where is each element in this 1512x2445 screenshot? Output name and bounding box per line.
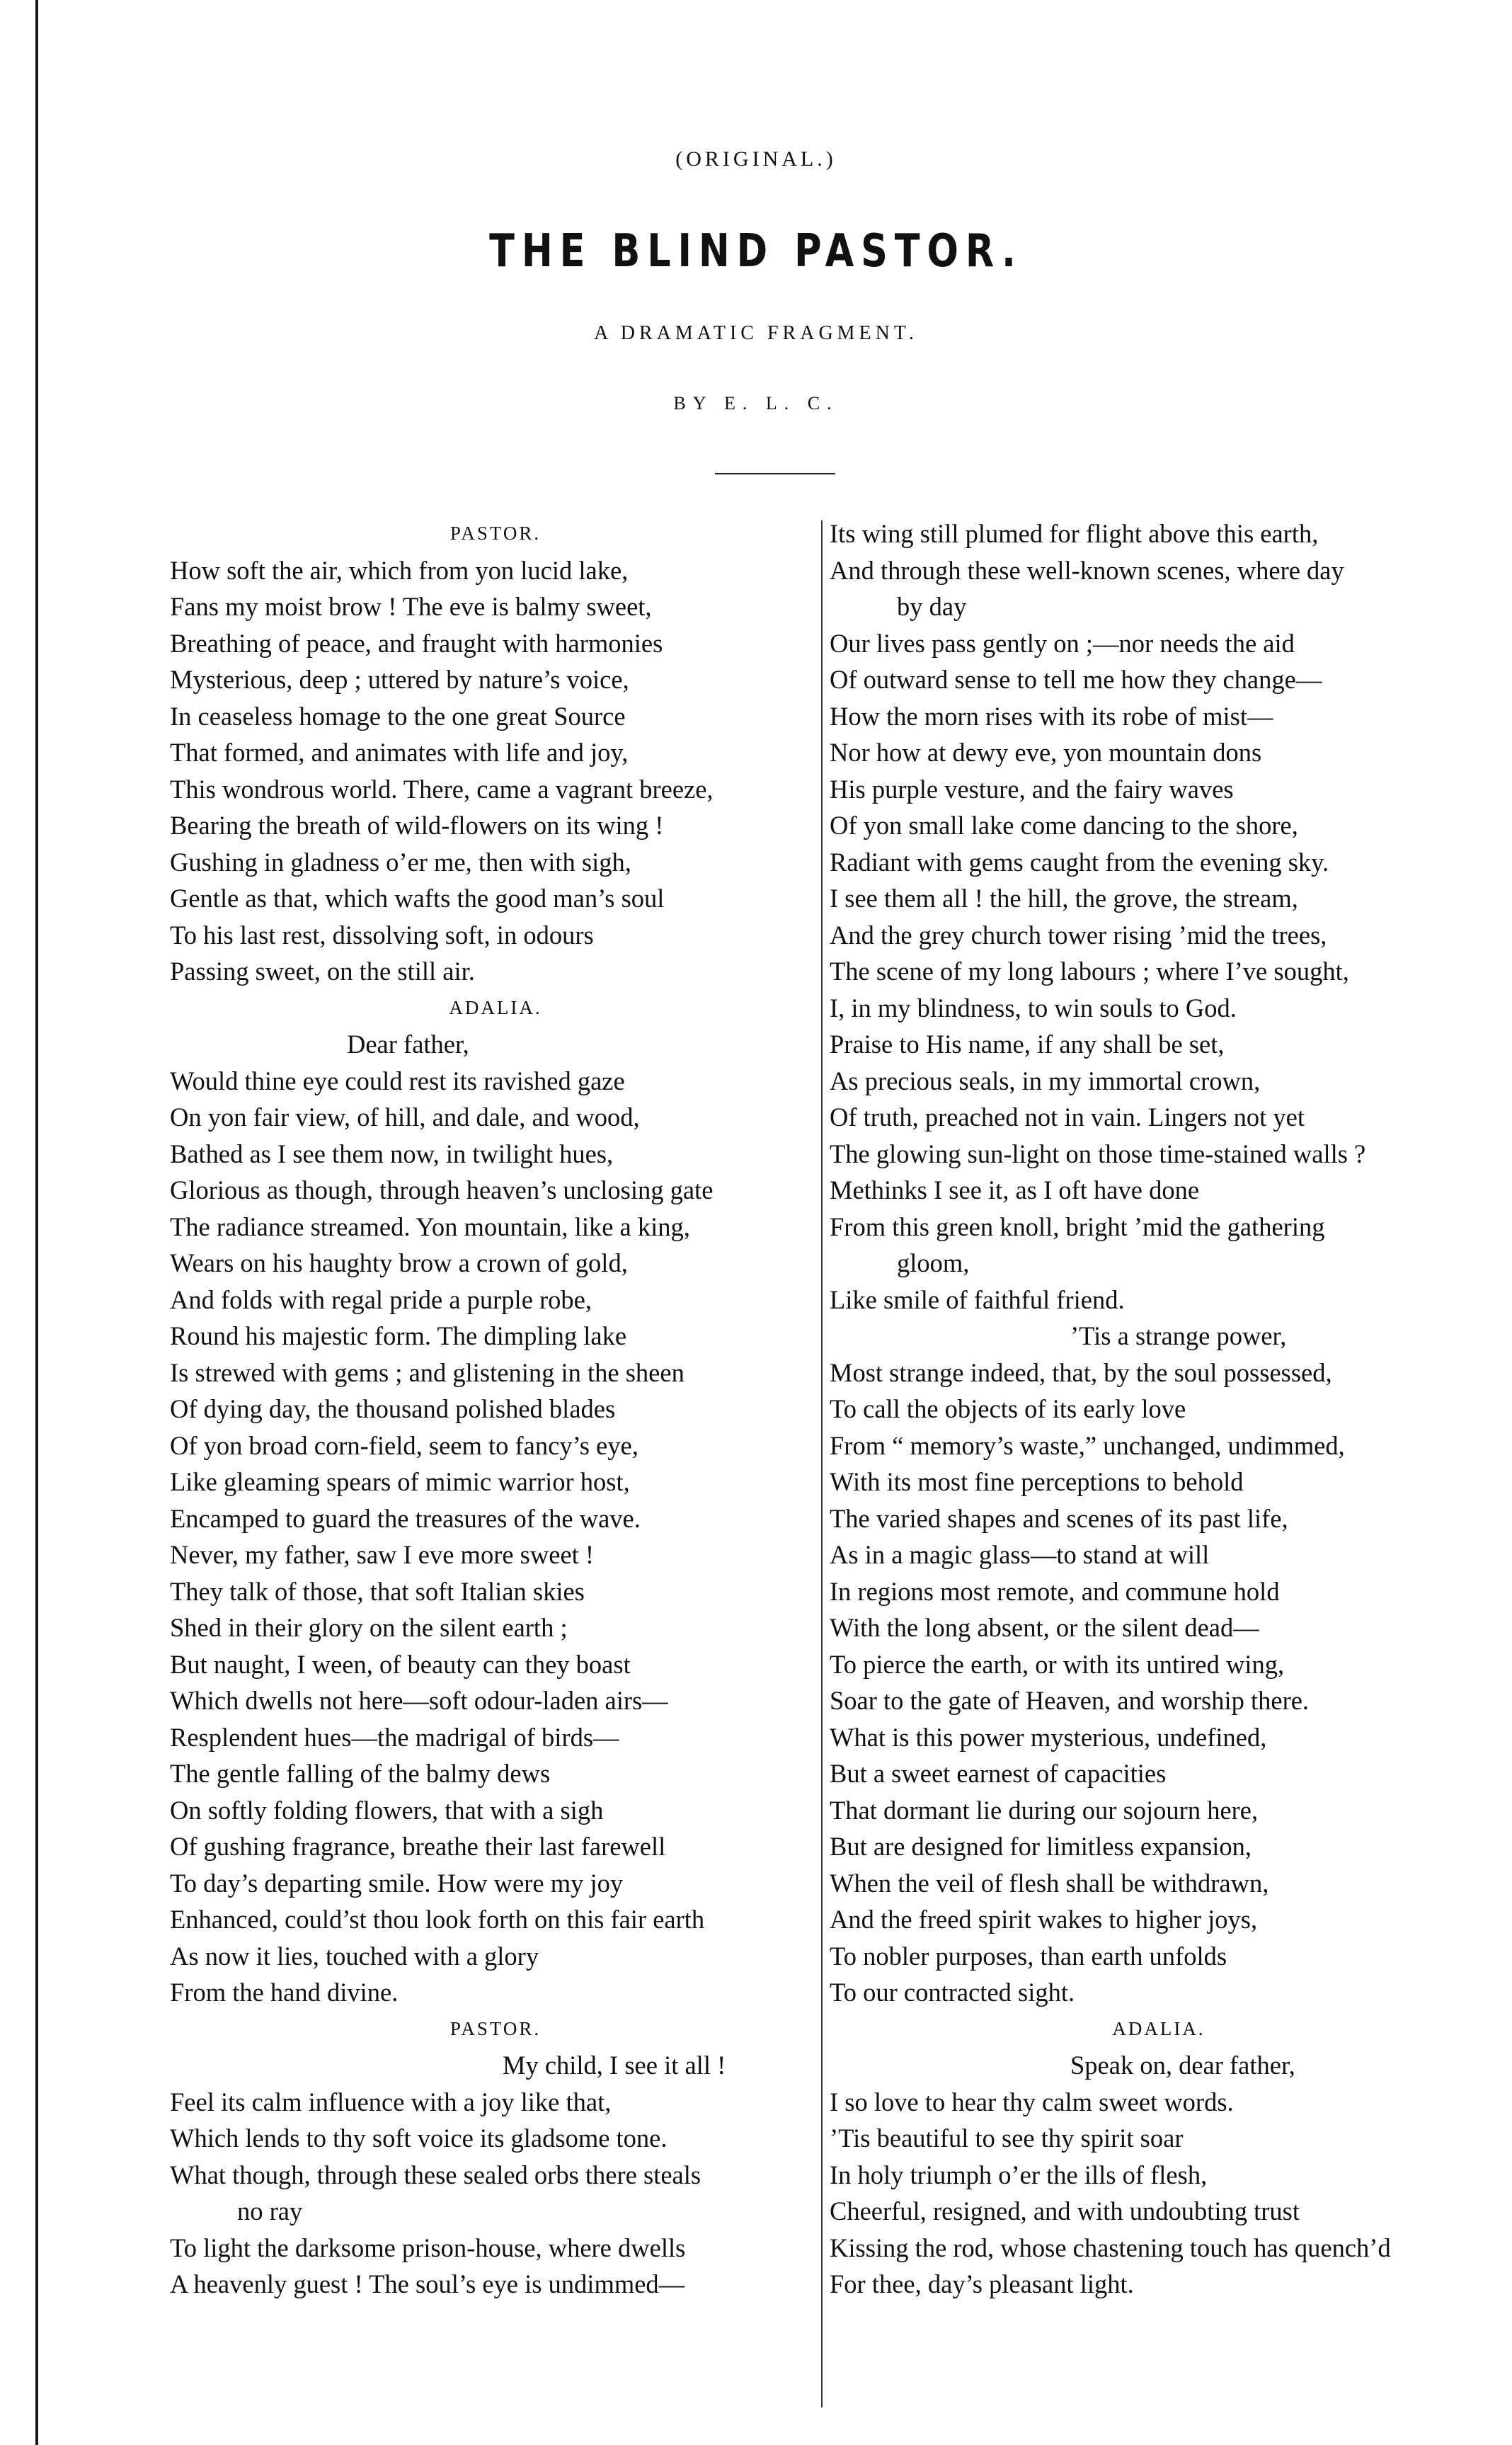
- verse-line: Feel its calm influence with a joy like that,: [170, 2087, 612, 2116]
- verse-line: Like gleaming spears of mimic warrior host,: [170, 1467, 630, 1496]
- verse-line: To our contracted sight.: [830, 1978, 1075, 2007]
- verse-line: And through these well-known scenes, where day: [830, 555, 1344, 585]
- verse-line: His purple vesture, and the fairy waves: [830, 774, 1234, 804]
- verse-line: And the grey church tower rising ’mid the trees,: [830, 920, 1327, 950]
- original-label: (ORIGINAL.): [675, 147, 837, 171]
- verse-line: With the long absent, or the silent dead—: [830, 1613, 1259, 1642]
- page-edge-rule: [35, 0, 38, 2445]
- verse-line: Gushing in gladness o’er me, then with sigh,: [170, 847, 631, 877]
- verse-line: The radiance streamed. Yon mountain, like a king,: [170, 1212, 690, 1241]
- verse-line: Round his majestic form. The dimpling lake: [170, 1321, 627, 1350]
- verse-line: From this green knoll, bright ’mid the gathering: [830, 1212, 1325, 1241]
- verse-line: Dear father,: [347, 1030, 469, 1059]
- verse-line: As now it lies, touched with a glory: [170, 1941, 539, 1971]
- speaker-name: PASTOR.: [449, 2017, 542, 2039]
- verse-line: Would thine eye could rest its ravished gaze: [170, 1066, 625, 1095]
- verse-line: Breathing of peace, and fraught with harmonies: [170, 628, 663, 658]
- verse-line: Mysterious, deep ; uttered by nature’s voice,: [170, 665, 629, 694]
- verse-line: Of yon small lake come dancing to the shore,: [830, 811, 1298, 840]
- verse-line: Methinks I see it, as I oft have done: [830, 1175, 1200, 1204]
- verse-line: Bathed as I see them now, in twilight hues,: [170, 1139, 614, 1168]
- verse-line: The gentle falling of the balmy dews: [170, 1759, 551, 1788]
- verse-line: ’Tis beautiful to see thy spirit soar: [830, 2124, 1184, 2153]
- left-column: [170, 515, 821, 2303]
- poem-subtitle: A DRAMATIC FRAGMENT.: [594, 322, 918, 344]
- verse-line: Of yon broad corn-field, seem to fancy’s eye,: [170, 1430, 638, 1460]
- verse-line: A heavenly guest ! The soul’s eye is undimmed—: [170, 2269, 685, 2298]
- verse-line: Of dying day, the thousand polished blades: [170, 1394, 616, 1423]
- verse-line: But are designed for limitless expansion,: [830, 1832, 1252, 1861]
- verse-line-continuation: by day: [897, 592, 967, 621]
- verse-line: In holy triumph o’er the ills of flesh,: [830, 2160, 1208, 2189]
- right-column: [830, 515, 1488, 2303]
- verse-line: Its wing still plumed for flight above this earth,: [830, 519, 1319, 548]
- verse-line: Resplendent hues—the madrigal of birds—: [170, 1722, 619, 1752]
- verse-line: Nor how at dewy eve, yon mountain dons: [830, 738, 1262, 767]
- verse-line: Praise to His name, if any shall be set,: [830, 1030, 1225, 1059]
- verse-line: And folds with regal pride a purple robe,: [170, 1284, 592, 1314]
- verse-line: And the freed spirit wakes to higher joys,: [830, 1905, 1258, 1934]
- verse-line: The scene of my long labours ; where I’ve sought,: [830, 957, 1349, 986]
- verse-line: Passing sweet, on the still air.: [170, 957, 475, 986]
- speaker-name: ADALIA.: [1112, 2017, 1205, 2039]
- verse-line: My child, I see it all !: [503, 2051, 726, 2080]
- verse-line: As precious seals, in my immortal crown,: [830, 1066, 1261, 1095]
- verse-line: Soar to the gate of Heaven, and worship there.: [830, 1686, 1310, 1715]
- verse-line: Wears on his haughty brow a crown of gold,: [170, 1248, 628, 1277]
- verse-line: For thee, day’s pleasant light.: [830, 2269, 1134, 2298]
- verse-line: What though, through these sealed orbs there steals: [170, 2160, 701, 2189]
- verse-line: Enhanced, could’st thou look forth on this fair earth: [170, 1905, 705, 1934]
- verse-line: To light the darksome prison-house, where dwells: [170, 2233, 686, 2262]
- verse-line: How the morn rises with its robe of mist—: [830, 701, 1273, 731]
- verse-line: From “ memory’s waste,” unchanged, undimmed,: [830, 1430, 1345, 1460]
- verse-line: But a sweet earnest of capacities: [830, 1759, 1167, 1788]
- author-byline: BY E. L. C.: [673, 393, 839, 414]
- verse-line-continuation: no ray: [237, 2196, 303, 2225]
- verse-line: As in a magic glass—to stand at will: [830, 1540, 1210, 1569]
- verse-line: This wondrous world. There, came a vagrant breeze,: [170, 774, 714, 804]
- verse-line: Radiant with gems caught from the evening sky.: [830, 847, 1329, 877]
- verse-line: To his last rest, dissolving soft, in odours: [170, 920, 594, 950]
- verse-line: Shed in their glory on the silent earth ;: [170, 1613, 568, 1642]
- verse-line: The glowing sun-light on those time-stained walls ?: [830, 1139, 1366, 1168]
- verse-line: Most strange indeed, that, by the soul possessed,: [830, 1357, 1332, 1387]
- verse-line: To call the objects of its early love: [830, 1394, 1186, 1423]
- verse-line: To day’s departing smile. How were my joy: [170, 1868, 624, 1898]
- verse-line: Gentle as that, which wafts the good man’s soul: [170, 884, 665, 913]
- verse-line: Our lives pass gently on ;—nor needs the aid: [830, 628, 1295, 658]
- verse-line: On yon fair view, of hill, and dale, and wood,: [170, 1102, 640, 1132]
- verse-line: From the hand divine.: [170, 1978, 399, 2007]
- verse-line: ’Tis a strange power,: [1070, 1321, 1287, 1350]
- verse-line: Bearing the breath of wild-flowers on its wing !: [170, 811, 664, 840]
- verse-line: Of gushing fragrance, breathe their last farewell: [170, 1832, 666, 1861]
- verse-line: I so love to hear thy calm sweet words.: [830, 2087, 1234, 2116]
- verse-line: Encamped to guard the treasures of the wave.: [170, 1503, 641, 1533]
- verse-line: Speak on, dear father,: [1070, 2051, 1295, 2080]
- verse-line: What is this power mysterious, undefined,: [830, 1722, 1267, 1752]
- verse-line: That formed, and animates with life and joy,: [170, 738, 629, 767]
- verse-line: To pierce the earth, or with its untired wing,: [830, 1649, 1285, 1679]
- speaker-name: PASTOR.: [449, 523, 542, 544]
- verse-line: With its most fine perceptions to behold: [830, 1467, 1244, 1496]
- verse-line: How soft the air, which from yon lucid lake,: [170, 555, 629, 585]
- verse-line: Never, my father, saw I eve more sweet !: [170, 1540, 595, 1569]
- verse-line: Of truth, preached not in vain. Lingers not yet: [830, 1102, 1305, 1132]
- verse-line: But naught, I ween, of beauty can they boast: [170, 1649, 631, 1679]
- verse-line: Cheerful, resigned, and with undoubting trust: [830, 2196, 1300, 2225]
- verse-line: Which dwells not here—soft odour-laden airs—: [170, 1686, 668, 1715]
- title-divider: [715, 473, 835, 474]
- verse-line: On softly folding flowers, that with a sigh: [170, 1795, 604, 1825]
- verse-line: In ceaseless homage to the one great Source: [170, 701, 626, 731]
- verse-line: I, in my blindness, to win souls to God.: [830, 993, 1237, 1022]
- verse-line: Is strewed with gems ; and glistening in the sheen: [170, 1357, 685, 1387]
- verse-line-continuation: gloom,: [897, 1248, 970, 1277]
- verse-line: The varied shapes and scenes of its past life,: [830, 1503, 1288, 1533]
- column-separator: [821, 520, 823, 2407]
- verse-line: When the veil of flesh shall be withdrawn,: [830, 1868, 1269, 1898]
- verse-line: To nobler purposes, than earth unfolds: [830, 1941, 1227, 1971]
- verse-line: Which lends to thy soft voice its gladsome tone.: [170, 2124, 668, 2153]
- verse-line: Kissing the rod, whose chastening touch has quench’d: [830, 2233, 1391, 2262]
- verse-line: That dormant lie during our sojourn here,: [830, 1795, 1259, 1825]
- verse-line: In regions most remote, and commune hold: [830, 1576, 1280, 1606]
- verse-line: Of outward sense to tell me how they change—: [830, 665, 1322, 694]
- verse-line: Fans my moist brow ! The eve is balmy sweet,: [170, 592, 652, 621]
- verse-line: I see them all ! the hill, the grove, the stream,: [830, 884, 1298, 913]
- verse-line: Glorious as though, through heaven’s unclosing gate: [170, 1175, 714, 1204]
- speaker-name: ADALIA.: [449, 996, 542, 1018]
- verse-line: Like smile of faithful friend.: [830, 1284, 1125, 1314]
- verse-line: They talk of those, that soft Italian skies: [170, 1576, 585, 1606]
- poem-title: THE BLIND PASTOR.: [489, 225, 1023, 278]
